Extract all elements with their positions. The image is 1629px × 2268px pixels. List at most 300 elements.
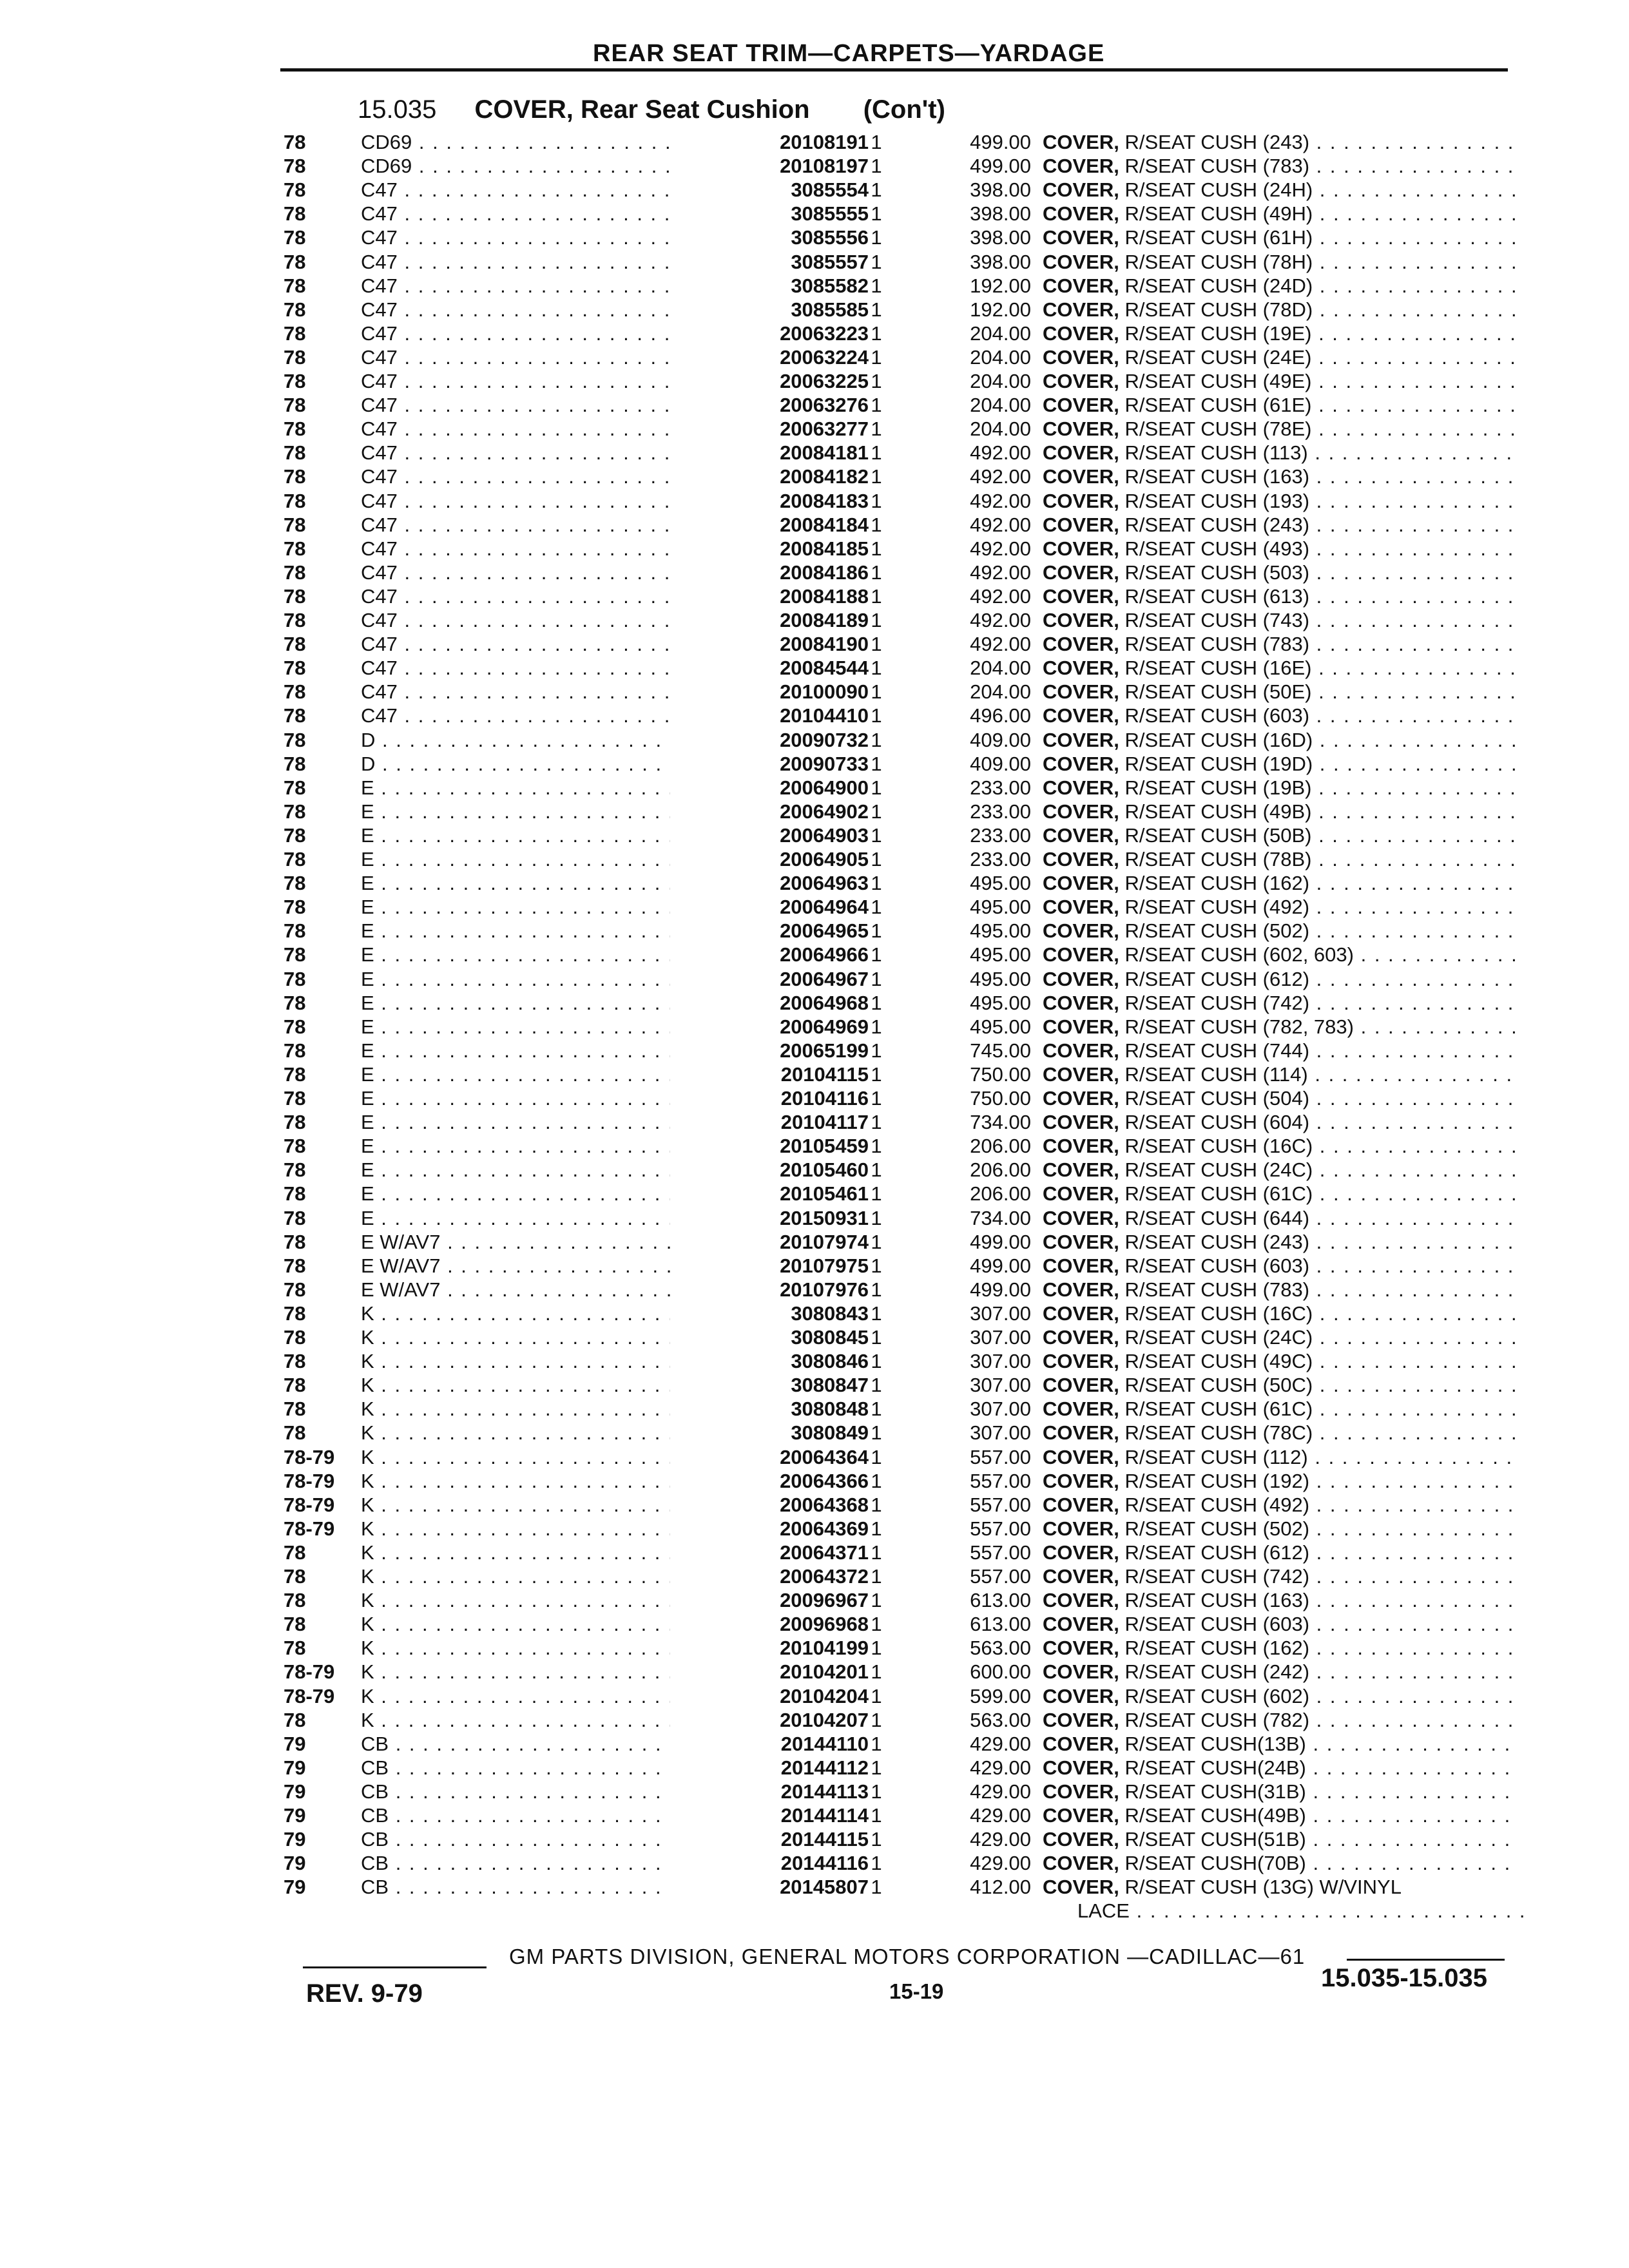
- description-text: R/SEAT CUSH (50E) . . .: [1124, 680, 1519, 703]
- description-cell: [1043, 1493, 1519, 1517]
- description-cell: [1043, 1756, 1519, 1780]
- quantity-cell: 1: [871, 131, 882, 153]
- description-keyword: COVER,: [1043, 1398, 1119, 1421]
- description-keyword: COVER,: [1043, 1302, 1119, 1325]
- price-cell: 492.00: [970, 633, 1031, 656]
- model-cell: E W/AV7 . . .: [361, 1254, 722, 1278]
- description-cell: [1043, 584, 1519, 608]
- model-cell: K . . .: [361, 1517, 722, 1541]
- table-row: [0, 1182, 1629, 1206]
- price-cell: 734.00: [970, 1206, 1031, 1229]
- model-cell: K . . .: [361, 1541, 722, 1564]
- year-cell: 78: [284, 250, 306, 273]
- description-text: R/SEAT CUSH (603) . . .: [1124, 704, 1519, 727]
- description-text: R/SEAT CUSH (193) . . .: [1124, 490, 1519, 512]
- description-keyword: COVER,: [1043, 848, 1119, 870]
- price-cell: 750.00: [970, 1087, 1031, 1110]
- description-keyword: COVER,: [1043, 919, 1119, 943]
- description-cell: [1043, 1875, 1519, 1899]
- quantity-cell: 1: [871, 1398, 882, 1421]
- price-cell: 412.00: [970, 1876, 1031, 1899]
- description-text: R/SEAT CUSH (78D) . . .: [1124, 298, 1519, 321]
- year-cell: 78: [284, 1374, 306, 1397]
- model-cell: E . . .: [361, 1158, 722, 1182]
- description-keyword: COVER,: [1043, 943, 1119, 966]
- model-cell: E . . .: [361, 1039, 722, 1062]
- year-cell: 78: [284, 202, 306, 226]
- page-title: REAR SEAT TRIM—CARPETS—YARDAGE: [593, 40, 1105, 67]
- model-cell: E . . .: [361, 1182, 722, 1206]
- description-keyword: COVER,: [1043, 418, 1119, 441]
- year-cell: 78: [284, 823, 306, 847]
- table-row: [0, 513, 1629, 537]
- description-keyword: COVER,: [1043, 298, 1119, 321]
- description-cell: [1043, 1325, 1519, 1349]
- year-cell: 78-79: [284, 1469, 335, 1492]
- description-text: R/SEAT CUSH (502) . . .: [1124, 919, 1519, 942]
- description-text: R/SEAT CUSH (782) . . .: [1124, 1709, 1519, 1731]
- description-text: R/SEAT CUSH (783) . . .: [1124, 633, 1519, 655]
- price-cell: 233.00: [970, 800, 1031, 823]
- price-cell: 429.00: [970, 1732, 1031, 1755]
- quantity-cell: 1: [871, 1158, 882, 1182]
- part-number-cell: 20096967: [670, 1588, 869, 1612]
- description-cell: [1043, 800, 1519, 823]
- quantity-cell: 1: [871, 1565, 882, 1588]
- part-number-cell: 20105461: [670, 1182, 869, 1206]
- price-cell: 204.00: [970, 394, 1031, 417]
- description-text: R/SEAT CUSH (782, 783) . . .: [1124, 1015, 1519, 1038]
- table-row: [0, 489, 1629, 513]
- part-number-cell: 20063276: [670, 393, 869, 417]
- description-text: R/SEAT CUSH (613) . . .: [1124, 585, 1519, 608]
- table-row: [0, 1851, 1629, 1875]
- section-heading: [358, 95, 945, 124]
- year-cell: 78: [284, 1613, 306, 1636]
- table-row: [0, 130, 1629, 154]
- table-row: [0, 1612, 1629, 1636]
- part-number-cell: 20107974: [670, 1230, 869, 1254]
- description-cell: [1043, 441, 1519, 465]
- part-number-cell: 3080843: [670, 1302, 869, 1325]
- description-keyword: COVER,: [1043, 155, 1119, 178]
- description-cell: [1043, 1660, 1519, 1684]
- model-cell: CD69 . . .: [361, 130, 722, 154]
- year-cell: 78: [284, 680, 306, 704]
- part-number-cell: 3085557: [670, 250, 869, 274]
- price-cell: 557.00: [970, 1445, 1031, 1468]
- quantity-cell: 1: [871, 943, 882, 966]
- table-row: [0, 1445, 1629, 1469]
- table-row: [0, 1158, 1629, 1182]
- description-cell: [1043, 1182, 1519, 1206]
- quantity-cell: 1: [871, 1637, 882, 1660]
- quantity-cell: 1: [871, 1780, 882, 1803]
- description-cell: [1043, 1110, 1519, 1134]
- price-cell: 307.00: [970, 1421, 1031, 1445]
- table-row: [0, 871, 1629, 895]
- description-cell: [1043, 1780, 1519, 1803]
- model-cell: E . . .: [361, 776, 722, 800]
- year-cell: 78: [284, 1589, 306, 1612]
- description-cell: [1043, 393, 1519, 417]
- year-cell: 79: [284, 1828, 306, 1851]
- year-cell: 78: [284, 633, 306, 656]
- part-number-cell: 20150931: [670, 1206, 869, 1230]
- description-text: R/SEAT CUSH(31B) . . .: [1124, 1780, 1519, 1803]
- year-cell: 78: [284, 394, 306, 417]
- year-cell: 78: [284, 1254, 306, 1277]
- part-number-cell: 3085582: [670, 274, 869, 298]
- description-cell: [1043, 274, 1519, 298]
- year-cell: 78-79: [284, 1660, 335, 1684]
- description-cell: [1043, 728, 1519, 752]
- description-text: R/SEAT CUSH (49E) . . .: [1124, 370, 1519, 392]
- description-text: R/SEAT CUSH (61H) . . .: [1124, 226, 1519, 249]
- table-row: [0, 752, 1629, 776]
- description-cell: [1043, 1541, 1519, 1564]
- quantity-cell: 1: [871, 345, 882, 369]
- footer-rule-left: [303, 1966, 487, 1968]
- table-row: [0, 1206, 1629, 1230]
- part-number-cell: 3085585: [670, 298, 869, 322]
- year-cell: 78: [284, 1398, 306, 1421]
- description-cell: [1043, 871, 1519, 895]
- description-cell: [1043, 1134, 1519, 1158]
- part-number-cell: 20104199: [670, 1636, 869, 1660]
- part-number-cell: 20084189: [670, 608, 869, 632]
- year-cell: 78: [284, 776, 306, 799]
- description-cell: [1043, 226, 1519, 249]
- section-number: 15.035: [358, 95, 437, 124]
- table-row: [0, 1302, 1629, 1325]
- quantity-cell: 1: [871, 1254, 882, 1277]
- description-cell: [1043, 1349, 1519, 1373]
- description-text: R/SEAT CUSH (61E) . . .: [1124, 394, 1519, 416]
- model-cell: CB . . .: [361, 1875, 722, 1899]
- description-keyword: COVER,: [1043, 1230, 1119, 1253]
- part-number-cell: 20064903: [670, 823, 869, 847]
- description-text: R/SEAT CUSH(70B) . . .: [1124, 1852, 1519, 1874]
- quantity-cell: 1: [871, 1302, 882, 1325]
- price-cell: 307.00: [970, 1398, 1031, 1421]
- table-row: [0, 656, 1629, 680]
- year-cell: 78: [284, 943, 306, 966]
- description-cell: [1043, 345, 1519, 369]
- description-keyword: COVER,: [1043, 1660, 1119, 1684]
- table-row: [0, 465, 1629, 488]
- part-number-cell: 20084182: [670, 465, 869, 488]
- model-cell: K . . .: [361, 1636, 722, 1660]
- description-keyword: COVER,: [1043, 1852, 1119, 1875]
- model-cell: E . . .: [361, 1086, 722, 1110]
- quantity-cell: 1: [871, 1421, 882, 1445]
- quantity-cell: 1: [871, 776, 882, 799]
- quantity-cell: 1: [871, 800, 882, 823]
- year-cell: 78: [284, 155, 306, 178]
- description-cell: [1043, 1827, 1519, 1851]
- table-row: [0, 393, 1629, 417]
- price-cell: 204.00: [970, 345, 1031, 369]
- part-number-cell: 20104115: [670, 1062, 869, 1086]
- table-row: [0, 441, 1629, 465]
- quantity-cell: 1: [871, 1660, 882, 1684]
- description-text: R/SEAT CUSH (24C) . . .: [1124, 1326, 1519, 1349]
- part-number-cell: 20064969: [670, 1015, 869, 1039]
- table-row: [0, 1493, 1629, 1517]
- price-cell: 495.00: [970, 896, 1031, 919]
- price-cell: 206.00: [970, 1135, 1031, 1158]
- description-keyword: COVER,: [1043, 1876, 1119, 1899]
- table-row: [0, 847, 1629, 871]
- quantity-cell: 1: [871, 298, 882, 321]
- model-cell: K . . .: [361, 1564, 722, 1588]
- description-keyword: COVER,: [1043, 776, 1119, 799]
- part-number-cell: 20144113: [670, 1780, 869, 1803]
- year-cell: 78: [284, 752, 306, 775]
- year-cell: 78: [284, 345, 306, 369]
- price-cell: 192.00: [970, 298, 1031, 321]
- description-keyword: COVER,: [1043, 609, 1119, 631]
- description-text: R/SEAT CUSH(51B) . . .: [1124, 1828, 1519, 1850]
- description-text: R/SEAT CUSH (24D) . . .: [1124, 274, 1519, 297]
- price-cell: 204.00: [970, 680, 1031, 704]
- table-row-continuation: [0, 1899, 1629, 1923]
- quantity-cell: 1: [871, 1326, 882, 1349]
- table-row: [0, 1756, 1629, 1780]
- table-row: [0, 537, 1629, 561]
- price-cell: 496.00: [970, 704, 1031, 727]
- model-cell: CD69 . . .: [361, 154, 722, 178]
- table-row: [0, 417, 1629, 441]
- quantity-cell: 1: [871, 728, 882, 751]
- part-number-cell: 20104204: [670, 1684, 869, 1708]
- description-keyword: COVER,: [1043, 1111, 1119, 1134]
- quantity-cell: 1: [871, 919, 882, 943]
- table-row: [0, 274, 1629, 298]
- description-keyword: COVER,: [1043, 322, 1119, 345]
- part-number-cell: 20063277: [670, 417, 869, 441]
- price-cell: 557.00: [970, 1565, 1031, 1588]
- quantity-cell: 1: [871, 489, 882, 512]
- price-cell: 492.00: [970, 537, 1031, 560]
- price-cell: 204.00: [970, 322, 1031, 345]
- quantity-cell: 1: [871, 1469, 882, 1492]
- quantity-cell: 1: [871, 823, 882, 847]
- part-number-cell: 20144115: [670, 1827, 869, 1851]
- model-cell: D . . .: [361, 728, 722, 752]
- description-cell: [1043, 202, 1519, 226]
- table-row: [0, 919, 1629, 943]
- model-cell: CB . . .: [361, 1732, 722, 1756]
- description-cell: [1043, 1254, 1519, 1278]
- continued-label: (Con't): [863, 95, 945, 124]
- description-cell: [1043, 250, 1519, 274]
- description-keyword: COVER,: [1043, 1708, 1119, 1731]
- year-cell: 78: [284, 1565, 306, 1588]
- description-cell: [1043, 1278, 1519, 1302]
- model-cell: C47 . . .: [361, 345, 722, 369]
- description-keyword: COVER,: [1043, 561, 1119, 584]
- year-cell: 78: [284, 418, 306, 441]
- quantity-cell: 1: [871, 1804, 882, 1827]
- year-cell: 79: [284, 1756, 306, 1779]
- description-keyword: COVER,: [1043, 250, 1119, 273]
- price-cell: 750.00: [970, 1062, 1031, 1086]
- part-number-cell: 20104201: [670, 1660, 869, 1684]
- price-cell: 204.00: [970, 657, 1031, 680]
- year-cell: 78-79: [284, 1517, 335, 1540]
- table-row: [0, 1564, 1629, 1588]
- description-text: R/SEAT CUSH (612) . . .: [1124, 968, 1519, 990]
- description-keyword: COVER,: [1043, 584, 1119, 608]
- price-cell: 499.00: [970, 1278, 1031, 1301]
- description-text: R/SEAT CUSH (612) . . .: [1124, 1541, 1519, 1564]
- description-text: R/SEAT CUSH(13B) . . .: [1124, 1733, 1519, 1755]
- part-number-cell: 20084186: [670, 561, 869, 584]
- description-text: R/SEAT CUSH (243) . . .: [1124, 131, 1519, 153]
- price-cell: 492.00: [970, 561, 1031, 584]
- description-text: R/SEAT CUSH (742) . . .: [1124, 992, 1519, 1014]
- year-cell: 78-79: [284, 1684, 335, 1707]
- description-keyword: COVER,: [1043, 680, 1119, 704]
- part-number-cell: 20090732: [670, 728, 869, 752]
- description-keyword: COVER,: [1043, 896, 1119, 919]
- price-cell: 307.00: [970, 1350, 1031, 1373]
- quantity-cell: 1: [871, 1015, 882, 1038]
- model-cell: C47 . . .: [361, 322, 722, 345]
- quantity-cell: 1: [871, 441, 882, 465]
- description-cell: [1043, 465, 1519, 488]
- description-cell: [1043, 1851, 1519, 1875]
- description-text: R/SEAT CUSH (61C) . . .: [1124, 1182, 1519, 1205]
- quantity-cell: 1: [871, 896, 882, 919]
- model-cell: K . . .: [361, 1493, 722, 1517]
- description-keyword: COVER,: [1043, 178, 1119, 202]
- description-keyword: COVER,: [1043, 1780, 1119, 1803]
- part-number-cell: 20064964: [670, 895, 869, 919]
- year-cell: 78: [284, 561, 306, 584]
- page-number: 15-19: [889, 1979, 944, 2003]
- price-cell: 398.00: [970, 178, 1031, 202]
- model-cell: K . . .: [361, 1588, 722, 1612]
- quantity-cell: 1: [871, 537, 882, 560]
- year-cell: 78: [284, 1135, 306, 1158]
- description-cell: [1043, 1684, 1519, 1708]
- part-number-cell: 20064965: [670, 919, 869, 943]
- year-cell: 78: [284, 178, 306, 202]
- price-cell: 492.00: [970, 465, 1031, 488]
- section-range: 15.035-15.035: [1321, 1964, 1488, 1992]
- price-cell: 233.00: [970, 848, 1031, 870]
- description-text: R/SEAT CUSH (50C) . . .: [1124, 1374, 1519, 1396]
- part-number-cell: 20064900: [670, 776, 869, 800]
- quantity-cell: 1: [871, 967, 882, 990]
- description-text: R/SEAT CUSH (19B) . . .: [1124, 776, 1519, 799]
- description-keyword: COVER,: [1043, 1062, 1119, 1086]
- year-cell: 78: [284, 967, 306, 990]
- description-text: R/SEAT CUSH (162) . . .: [1124, 872, 1519, 894]
- table-row: [0, 1039, 1629, 1062]
- price-cell: 492.00: [970, 441, 1031, 465]
- table-row: [0, 1660, 1629, 1684]
- description-keyword: COVER,: [1043, 489, 1119, 512]
- part-number-cell: 20105460: [670, 1158, 869, 1182]
- description-text: R/SEAT CUSH (19D) . . .: [1124, 753, 1519, 775]
- table-row: [0, 800, 1629, 823]
- description-text: R/SEAT CUSH (78C) . . .: [1124, 1421, 1519, 1444]
- price-cell: 204.00: [970, 370, 1031, 392]
- model-cell: K . . .: [361, 1684, 722, 1708]
- description-text: R/SEAT CUSH (504) . . .: [1124, 1087, 1519, 1110]
- part-number-cell: 20084185: [670, 537, 869, 561]
- part-number-cell: 3085556: [670, 226, 869, 249]
- year-cell: 78: [284, 1087, 306, 1110]
- year-cell: 78: [284, 513, 306, 536]
- model-cell: C47 . . .: [361, 704, 722, 727]
- revision-label: REV. 9-79: [306, 1979, 423, 2008]
- quantity-cell: 1: [871, 1039, 882, 1062]
- model-cell: C47 . . .: [361, 584, 722, 608]
- model-cell: E . . .: [361, 871, 722, 895]
- year-cell: 78: [284, 1111, 306, 1134]
- table-row: [0, 178, 1629, 202]
- description-keyword: COVER,: [1043, 1565, 1119, 1588]
- quantity-cell: 1: [871, 322, 882, 345]
- model-cell: E . . .: [361, 1206, 722, 1230]
- model-cell: E . . .: [361, 800, 722, 823]
- year-cell: 78: [284, 1182, 306, 1206]
- description-cell: [1043, 776, 1519, 800]
- quantity-cell: 1: [871, 465, 882, 488]
- description-keyword: COVER,: [1043, 1684, 1119, 1707]
- table-row: [0, 1875, 1629, 1899]
- year-cell: 78-79: [284, 1445, 335, 1468]
- description-keyword: COVER,: [1043, 1541, 1119, 1564]
- quantity-cell: 1: [871, 584, 882, 608]
- year-cell: 78: [284, 1158, 306, 1182]
- year-cell: 78: [284, 657, 306, 680]
- part-number-cell: 20144114: [670, 1803, 869, 1827]
- description-cell: [1043, 1517, 1519, 1541]
- quantity-cell: 1: [871, 657, 882, 680]
- description-keyword: COVER,: [1043, 202, 1119, 226]
- price-cell: 192.00: [970, 274, 1031, 297]
- description-cell: [1043, 943, 1519, 966]
- model-cell: CB . . .: [361, 1827, 722, 1851]
- table-row: [0, 1373, 1629, 1397]
- part-number-cell: 20064905: [670, 847, 869, 871]
- part-number-cell: 20100090: [670, 680, 869, 704]
- quantity-cell: 1: [871, 1278, 882, 1301]
- description-cell: [1043, 632, 1519, 656]
- section-name: COVER, Rear Seat Cushion: [474, 95, 810, 124]
- description-text: R/SEAT CUSH (16C) . . .: [1124, 1302, 1519, 1325]
- description-cell: [1043, 513, 1519, 537]
- model-cell: E W/AV7 . . .: [361, 1230, 722, 1254]
- year-cell: 78: [284, 584, 306, 608]
- table-row: [0, 728, 1629, 752]
- year-cell: 78: [284, 465, 306, 488]
- table-row: [0, 561, 1629, 584]
- model-cell: CB . . .: [361, 1756, 722, 1780]
- price-cell: 409.00: [970, 728, 1031, 751]
- quantity-cell: 1: [871, 1230, 882, 1253]
- part-number-cell: 20107976: [670, 1278, 869, 1302]
- description-text: R/SEAT CUSH (743) . . .: [1124, 609, 1519, 631]
- part-number-cell: 20104117: [670, 1110, 869, 1134]
- part-number-cell: 20064369: [670, 1517, 869, 1541]
